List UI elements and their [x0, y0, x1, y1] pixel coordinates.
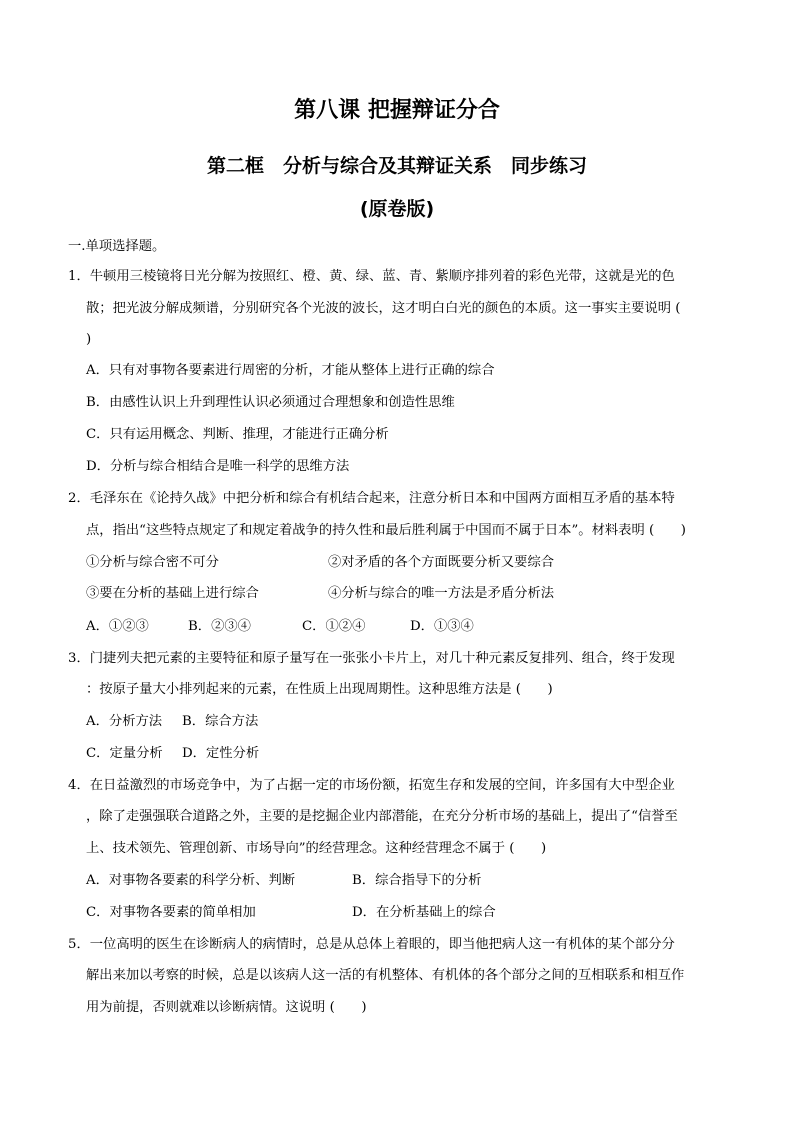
q2-line2: 点，指出“这些特点规定了和规定着战争的持久性和最后胜利属于中国而不属于日本”。材料表明 ( )	[86, 523, 686, 538]
q4-option-b: B．综合指导下的分析	[352, 873, 482, 888]
q3-line2: ：按原子量大小排列起来的元素，在性质上出现周期性。这种思维方法是 ( )	[86, 682, 553, 697]
q5-line1: 5．一位高明的医生在诊断病人的病情时，总是从总体上着眼的，即当他把病人这一有机体的某个部分分	[68, 937, 675, 952]
q4-option-d: D．在分析基础上的综合	[352, 905, 496, 920]
q1-option-a: A．只有对事物各要素进行周密的分析，才能从整体上进行正确的综合	[86, 363, 495, 378]
q2-option-b: B．②③④	[188, 619, 251, 634]
q3-option-a: A．分析方法	[86, 714, 163, 729]
q3-option-b: B．综合方法	[182, 714, 259, 729]
section-heading: 一.单项选择题。	[68, 239, 166, 254]
q2-statement-2: ②对矛盾的各个方面既要分析又要综合	[328, 555, 555, 570]
q1-option-d: D．分析与综合相结合是唯一科学的思维方法	[86, 459, 350, 474]
q5-line2: 解出来加以考察的时候，总是以该病人这一活的有机整体、有机体的各个部分之间的互相联系和相互作	[86, 968, 685, 983]
q4-option-c: C．对事物各要素的简单相加	[86, 905, 256, 920]
q3-option-d: D．定性分析	[182, 746, 260, 761]
q1-option-b: B．由感性认识上升到理性认识必须通过合理想象和创造性思维	[86, 395, 455, 410]
q1-line1: 1．牛顿用三棱镜将日光分解为按照红、橙、黄、绿、蓝、青、紫顺序排列着的彩色光带，这就是光的色	[68, 269, 675, 284]
q3-line1: 3．门捷列夫把元素的主要特征和原子量写在一张张小卡片上，对几十种元素反复排列、组合，终于发现	[68, 651, 675, 666]
q4-line2: ，除了走强强联合道路之外，主要的是挖掘企业内部潜能，在充分分析市场的基础上，提出了“信誉至	[86, 809, 678, 824]
q4-line3: 上、技术领先、管理创新、市场导向”的经营理念。这种经营理念不属于 ( )	[86, 841, 547, 856]
q2-option-a: A．①②③	[86, 619, 149, 634]
edition-label: (原卷版)	[359, 198, 435, 220]
q2-statement-1: ①分析与综合密不可分	[86, 555, 219, 570]
q4-line1: 4．在日益激烈的市场竞争中，为了占据一定的市场份额，拓宽生存和发展的空间，许多国有大中型企业	[68, 778, 675, 793]
q1-option-c: C．只有运用概念、判断、推理，才能进行正确分析	[86, 427, 389, 442]
section-subtitle: 第二框 分析与综合及其辩证关系 同步练习	[206, 155, 587, 177]
q2-option-d: D．①③④	[410, 619, 474, 634]
q2-line1: 2．毛泽东在《论持久战》中把分析和综合有机结合起来，注意分析日本和中国两方面相互矛盾的基本特	[68, 491, 675, 506]
q4-option-a: A．对事物各要素的科学分析、判断	[86, 873, 296, 888]
q5-line3: 用为前提，否则就难以诊断病情。这说明 ( )	[86, 1000, 367, 1015]
q2-option-c: C．①②④	[302, 619, 366, 634]
q2-statement-3: ③要在分析的基础上进行综合	[86, 586, 259, 601]
lesson-title: 第八课 把握辩证分合	[294, 98, 500, 123]
q3-option-c: C．定量分析	[86, 746, 163, 761]
q1-line3: )	[86, 332, 92, 347]
q2-statement-4: ④分析与综合的唯一方法是矛盾分析法	[328, 586, 555, 601]
q1-line2: 散；把光波分解成频谱，分别研究各个光波的波长，这才明白白光的颜色的本质。这一事实主要说明 (	[86, 301, 681, 316]
